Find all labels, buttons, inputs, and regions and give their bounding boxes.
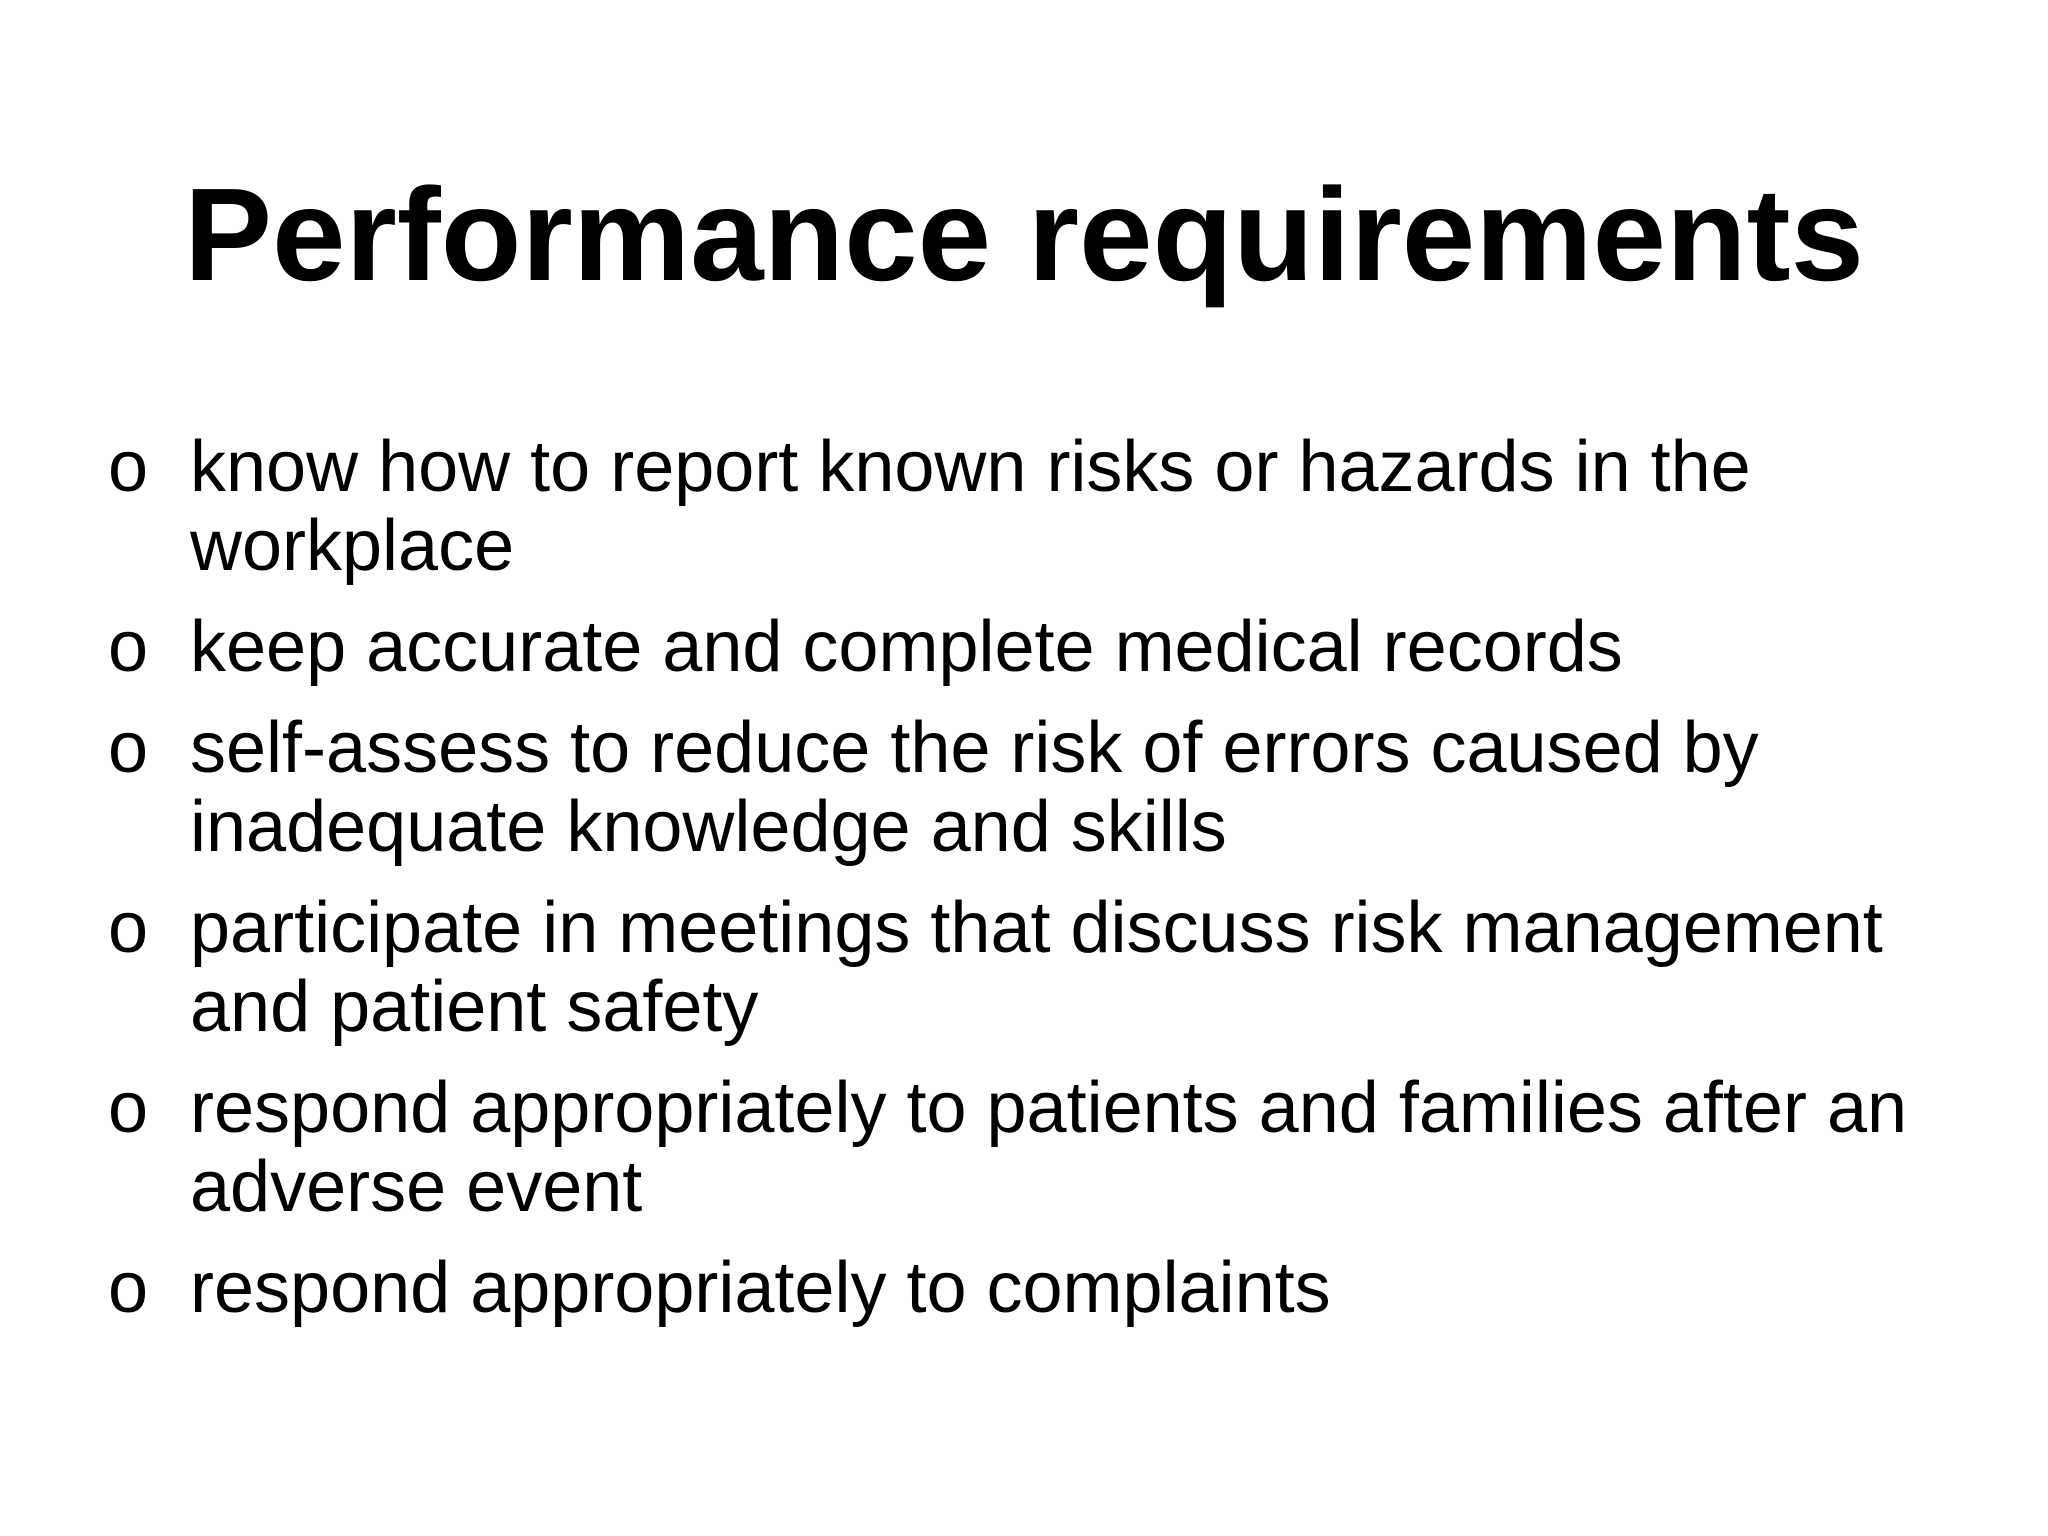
bullet-list <box>108 428 1988 1350</box>
bullet-text: know how to report known risks or hazards in the workplace <box>190 427 1751 586</box>
bullet-item <box>108 889 1988 1047</box>
bullet-marker: o <box>108 607 149 687</box>
bullet-text: self-assess to reduce the risk of errors caused by inadequate knowledge and skills <box>190 708 1759 867</box>
bullet-text: respond appropriately to patients and families after an adverse event <box>190 1068 1908 1227</box>
bullet-item <box>108 709 1988 867</box>
bullet-item <box>108 1069 1988 1227</box>
bullet-item <box>108 1249 1988 1328</box>
bullet-item <box>108 428 1988 586</box>
bullet-marker: o <box>108 427 149 507</box>
bullet-marker: o <box>108 1068 149 1148</box>
bullet-marker: o <box>108 888 149 968</box>
bullet-marker: o <box>108 708 149 788</box>
bullet-text: participate in meetings that discuss risk management and patient safety <box>190 888 1883 1047</box>
slide-title: Performance requirements <box>184 161 1864 308</box>
bullet-text: keep accurate and complete medical records <box>190 607 1623 687</box>
bullet-item <box>108 608 1988 687</box>
bullet-marker: o <box>108 1248 149 1328</box>
bullet-text: respond appropriately to complaints <box>190 1248 1331 1328</box>
